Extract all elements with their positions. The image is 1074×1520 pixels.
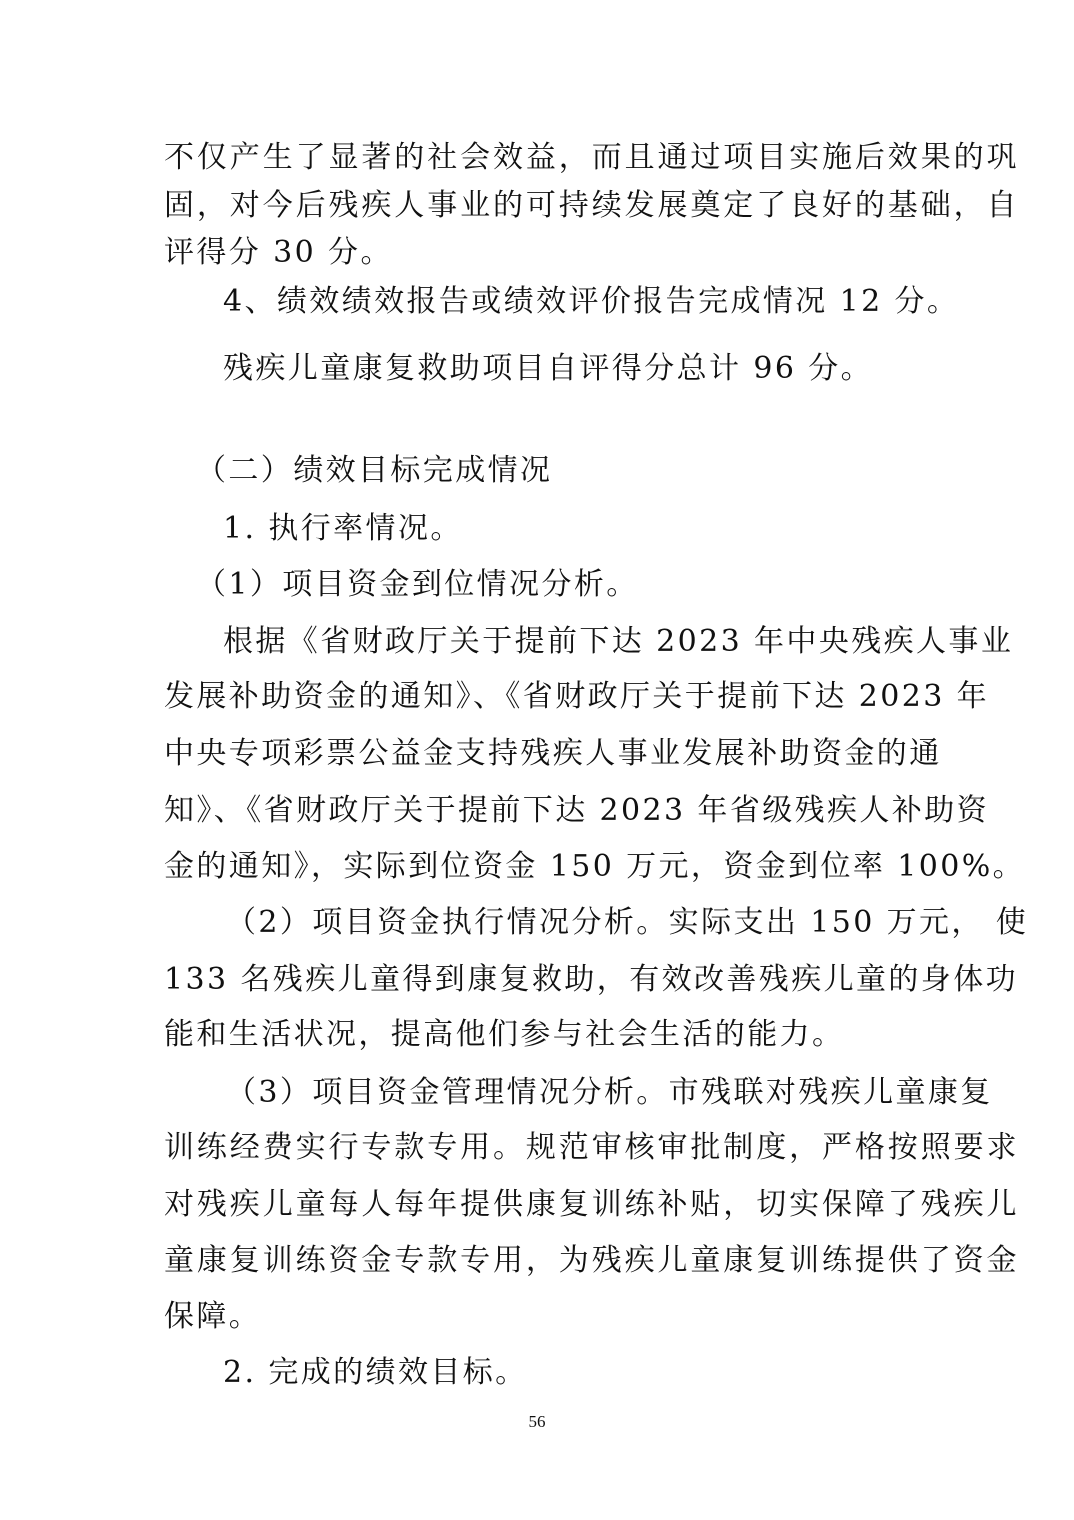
paragraph-line: 对残疾儿童每人每年提供康复训练补贴，切实保障了残疾儿 bbox=[164, 1187, 1020, 1222]
paragraph-line: 中央专项彩票公益金支持残疾人事业发展补助资金的通 bbox=[164, 736, 942, 771]
paragraph-line: 训练经费实行专款专用。规范审核审批制度，严格按照要求 bbox=[164, 1130, 1020, 1165]
paragraph-line: 能和生活状况，提高他们参与社会生活的能力。 bbox=[164, 1017, 845, 1052]
paragraph-line: 童康复训练资金专款专用，为残疾儿童康复训练提供了资金 bbox=[164, 1243, 1020, 1278]
subsection-heading: （1）项目资金到位情况分析。 bbox=[196, 567, 639, 602]
paragraph-line: 根据《省财政厅关于提前下达 2023 年中央残疾人事业 bbox=[223, 624, 1014, 659]
paragraph-line: （3）项目资金管理情况分析。市残联对残疾儿童康复 bbox=[226, 1075, 993, 1110]
paragraph-line: 评得分 30 分。 bbox=[164, 235, 393, 270]
subsection-heading: 1. 执行率情况。 bbox=[223, 511, 463, 546]
page-number: 56 bbox=[528, 1412, 546, 1431]
paragraph-line: 133 名残疾儿童得到康复救助，有效改善残疾儿童的身体功 bbox=[164, 962, 1018, 997]
paragraph-line: 金的通知》，实际到位资金 150 万元，资金到位率 100%。 bbox=[164, 849, 1026, 884]
paragraph-line: 发展补助资金的通知》、《省财政厅关于提前下达 2023 年 bbox=[164, 679, 990, 714]
section-heading: （二）绩效目标完成情况 bbox=[196, 453, 553, 488]
paragraph-line: 固，对今后残疾人事业的可持续发展奠定了良好的基础，自 bbox=[164, 188, 1020, 223]
paragraph-line: （2）项目资金执行情况分析。实际支出 150 万元， 使 bbox=[226, 905, 1029, 940]
paragraph-line: 保障。 bbox=[164, 1299, 262, 1334]
subsection-heading: 2. 完成的绩效目标。 bbox=[223, 1355, 528, 1390]
paragraph-line: 不仅产生了显著的社会效益，而且通过项目实施后效果的巩 bbox=[164, 140, 1020, 175]
paragraph-line: 4、绩效绩效报告或绩效评价报告完成情况 12 分。 bbox=[223, 284, 960, 319]
paragraph-line: 残疾儿童康复救助项目自评得分总计 96 分。 bbox=[223, 351, 874, 386]
paragraph-line: 知》、《省财政厅关于提前下达 2023 年省级残疾人补助资 bbox=[164, 793, 990, 828]
